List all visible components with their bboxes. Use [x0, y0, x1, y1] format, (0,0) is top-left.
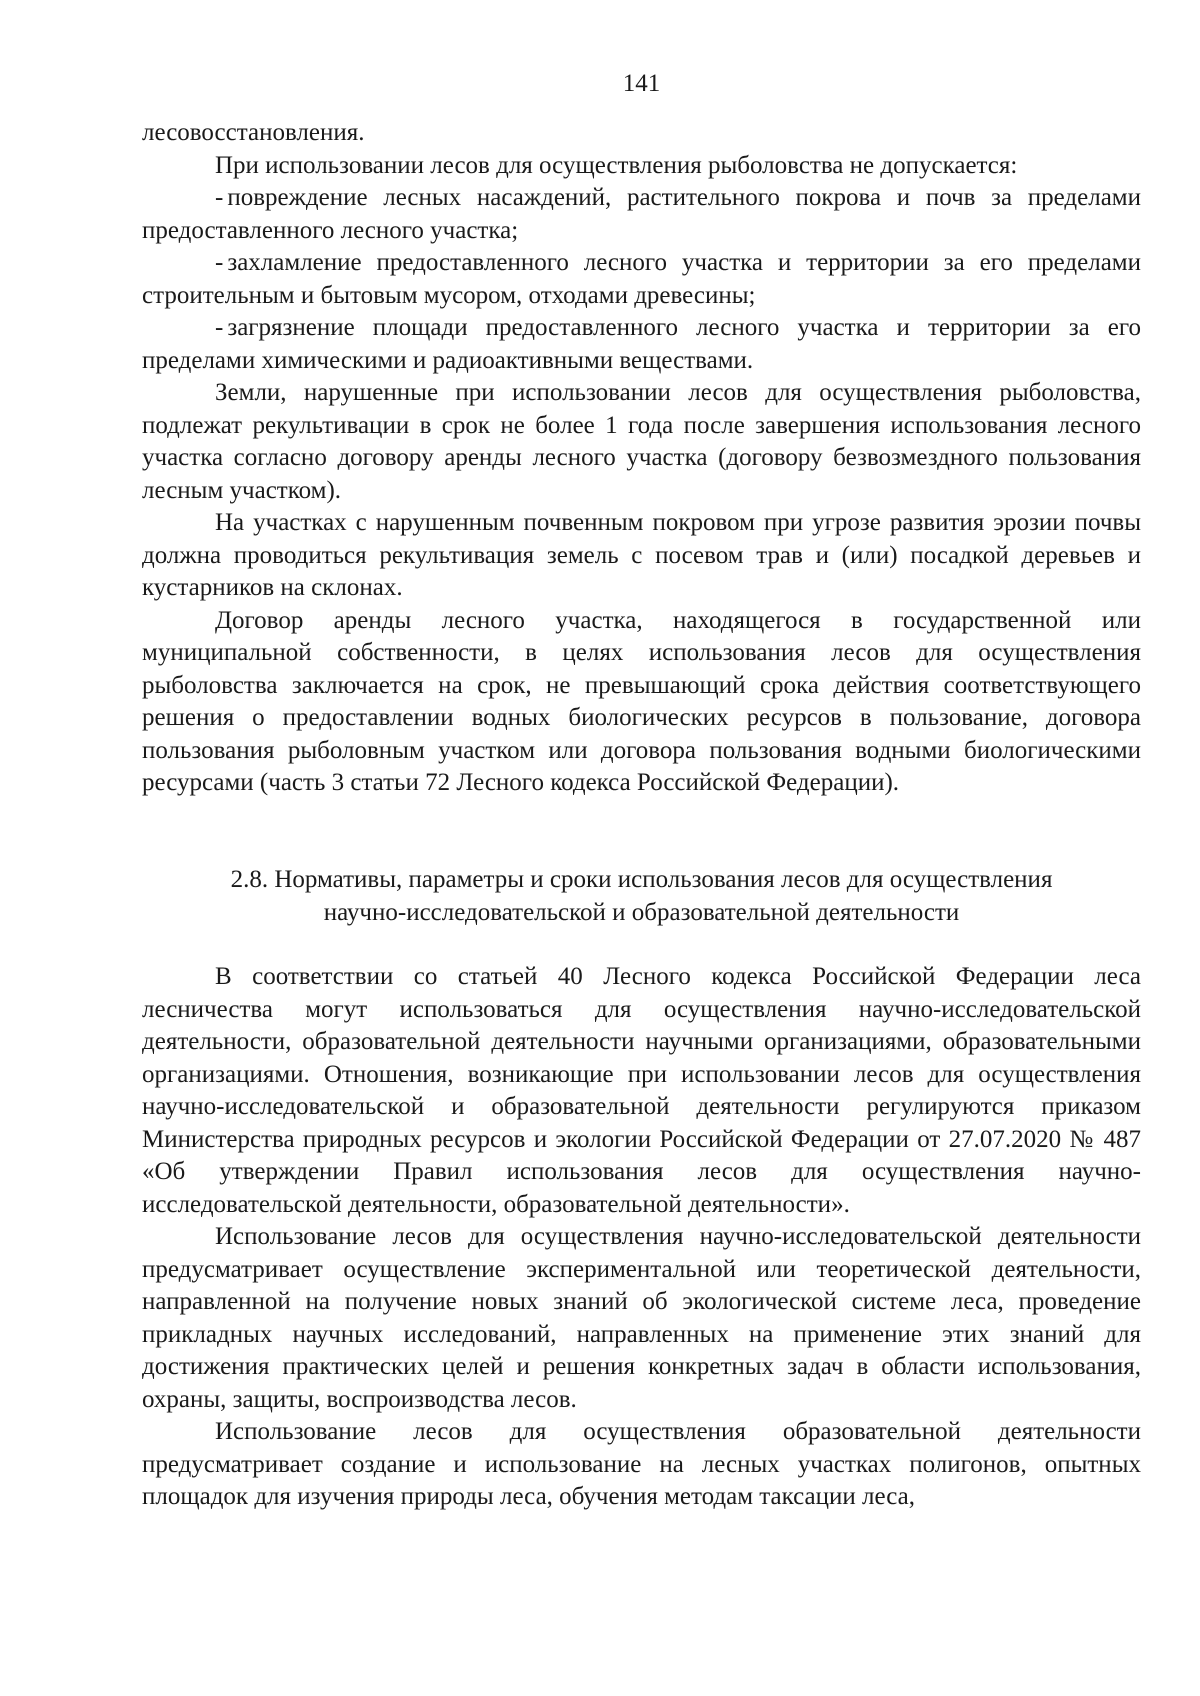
list-item [142, 247, 1141, 312]
list-item-text: повреждение лесных насаждений, растительного покрова и почв за пределами предоставленного лесного участка; [142, 184, 1141, 244]
text-block-before-heading [142, 117, 1141, 800]
paragraph: Земли, нарушенные при использовании лесов для осуществления рыболовства, подлежат рекультивации в срок не более 1 года после завершения использования лесного участка согласно договору аренды лесного участка (договору безвозмездного пользования лесным участком). [142, 379, 1141, 504]
paragraph: лесовосстановления. [142, 119, 365, 146]
section-heading-line: 2.8. Нормативы, параметры и сроки использования лесов для осуществления [230, 866, 1053, 893]
list-item [142, 182, 1141, 247]
list-item-text: захламление предоставленного лесного участка и территории за его пределами строительным и бытовым мусором, отходами древесины; [142, 249, 1141, 309]
paragraph: В соответствии со статьей 40 Лесного кодекса Российской Федерации леса лесничества могут использоваться для осуществления научно-исследовательской деятельности, образовательной деятельности научными организациями, образовательными организациями. Отношения, возникающие при использовании лесов для осуществления научно-исследовательской и образовательной деятельности регулируются приказом Министерства природных ресурсов и экологии Российской Федерации от 27.07.2020 № 487 «Об утверждении Правил использования лесов для осуществления научно-исследовательской деятельности, образовательной деятельности». [142, 963, 1141, 1218]
paragraph: Использование лесов для осуществления образовательной деятельности предусматривает создание и использование на лесных участках полигонов, опытных площадок для изучения природы леса, обучения методам таксации леса, [142, 1418, 1141, 1510]
list-item [142, 312, 1141, 377]
page-number: 141 [622, 70, 661, 97]
paragraph: На участках с нарушенным почвенным покровом при угрозе развития эрозии почвы должна проводиться рекультивация земель с посевом трав и (или) посадкой деревьев и кустарников на склонах. [142, 509, 1141, 601]
section-heading [142, 864, 1141, 929]
section-heading-line: научно-исследовательской и образовательной деятельности [323, 898, 960, 926]
dash-marker: - [215, 184, 224, 211]
dash-marker: - [215, 314, 224, 341]
paragraph: Договор аренды лесного участка, находящегося в государственной или муниципальной собственности, в целях использования лесов для осуществления рыболовства заключается на срок, не превышающий срока действия соответствующего решения о предоставлении водных биологических ресурсов в пользование, договора пользования рыболовным участком или договора пользования водными биологическими ресурсами (часть 3 статьи 72 Лесного кодекса Российской Федерации). [142, 606, 1141, 796]
paragraph: При использовании лесов для осуществления рыболовства не допускается: [215, 151, 1018, 179]
paragraph: Использование лесов для осуществления научно-исследовательской деятельности предусматривает осуществление экспериментальной или теоретической деятельности, направленной на получение новых знаний об экологической системе леса, проведение прикладных научных исследований, направленных на применение этих знаний для достижения практических целей и решения конкретных задач в области использования, охраны, защиты, воспроизводства лесов. [142, 1223, 1141, 1413]
list-item-text: загрязнение площади предоставленного лесного участка и территории за его пределами химическими и радиоактивными веществами. [142, 314, 1141, 374]
text-block-after-heading [142, 961, 1141, 1514]
dash-marker: - [215, 249, 224, 276]
